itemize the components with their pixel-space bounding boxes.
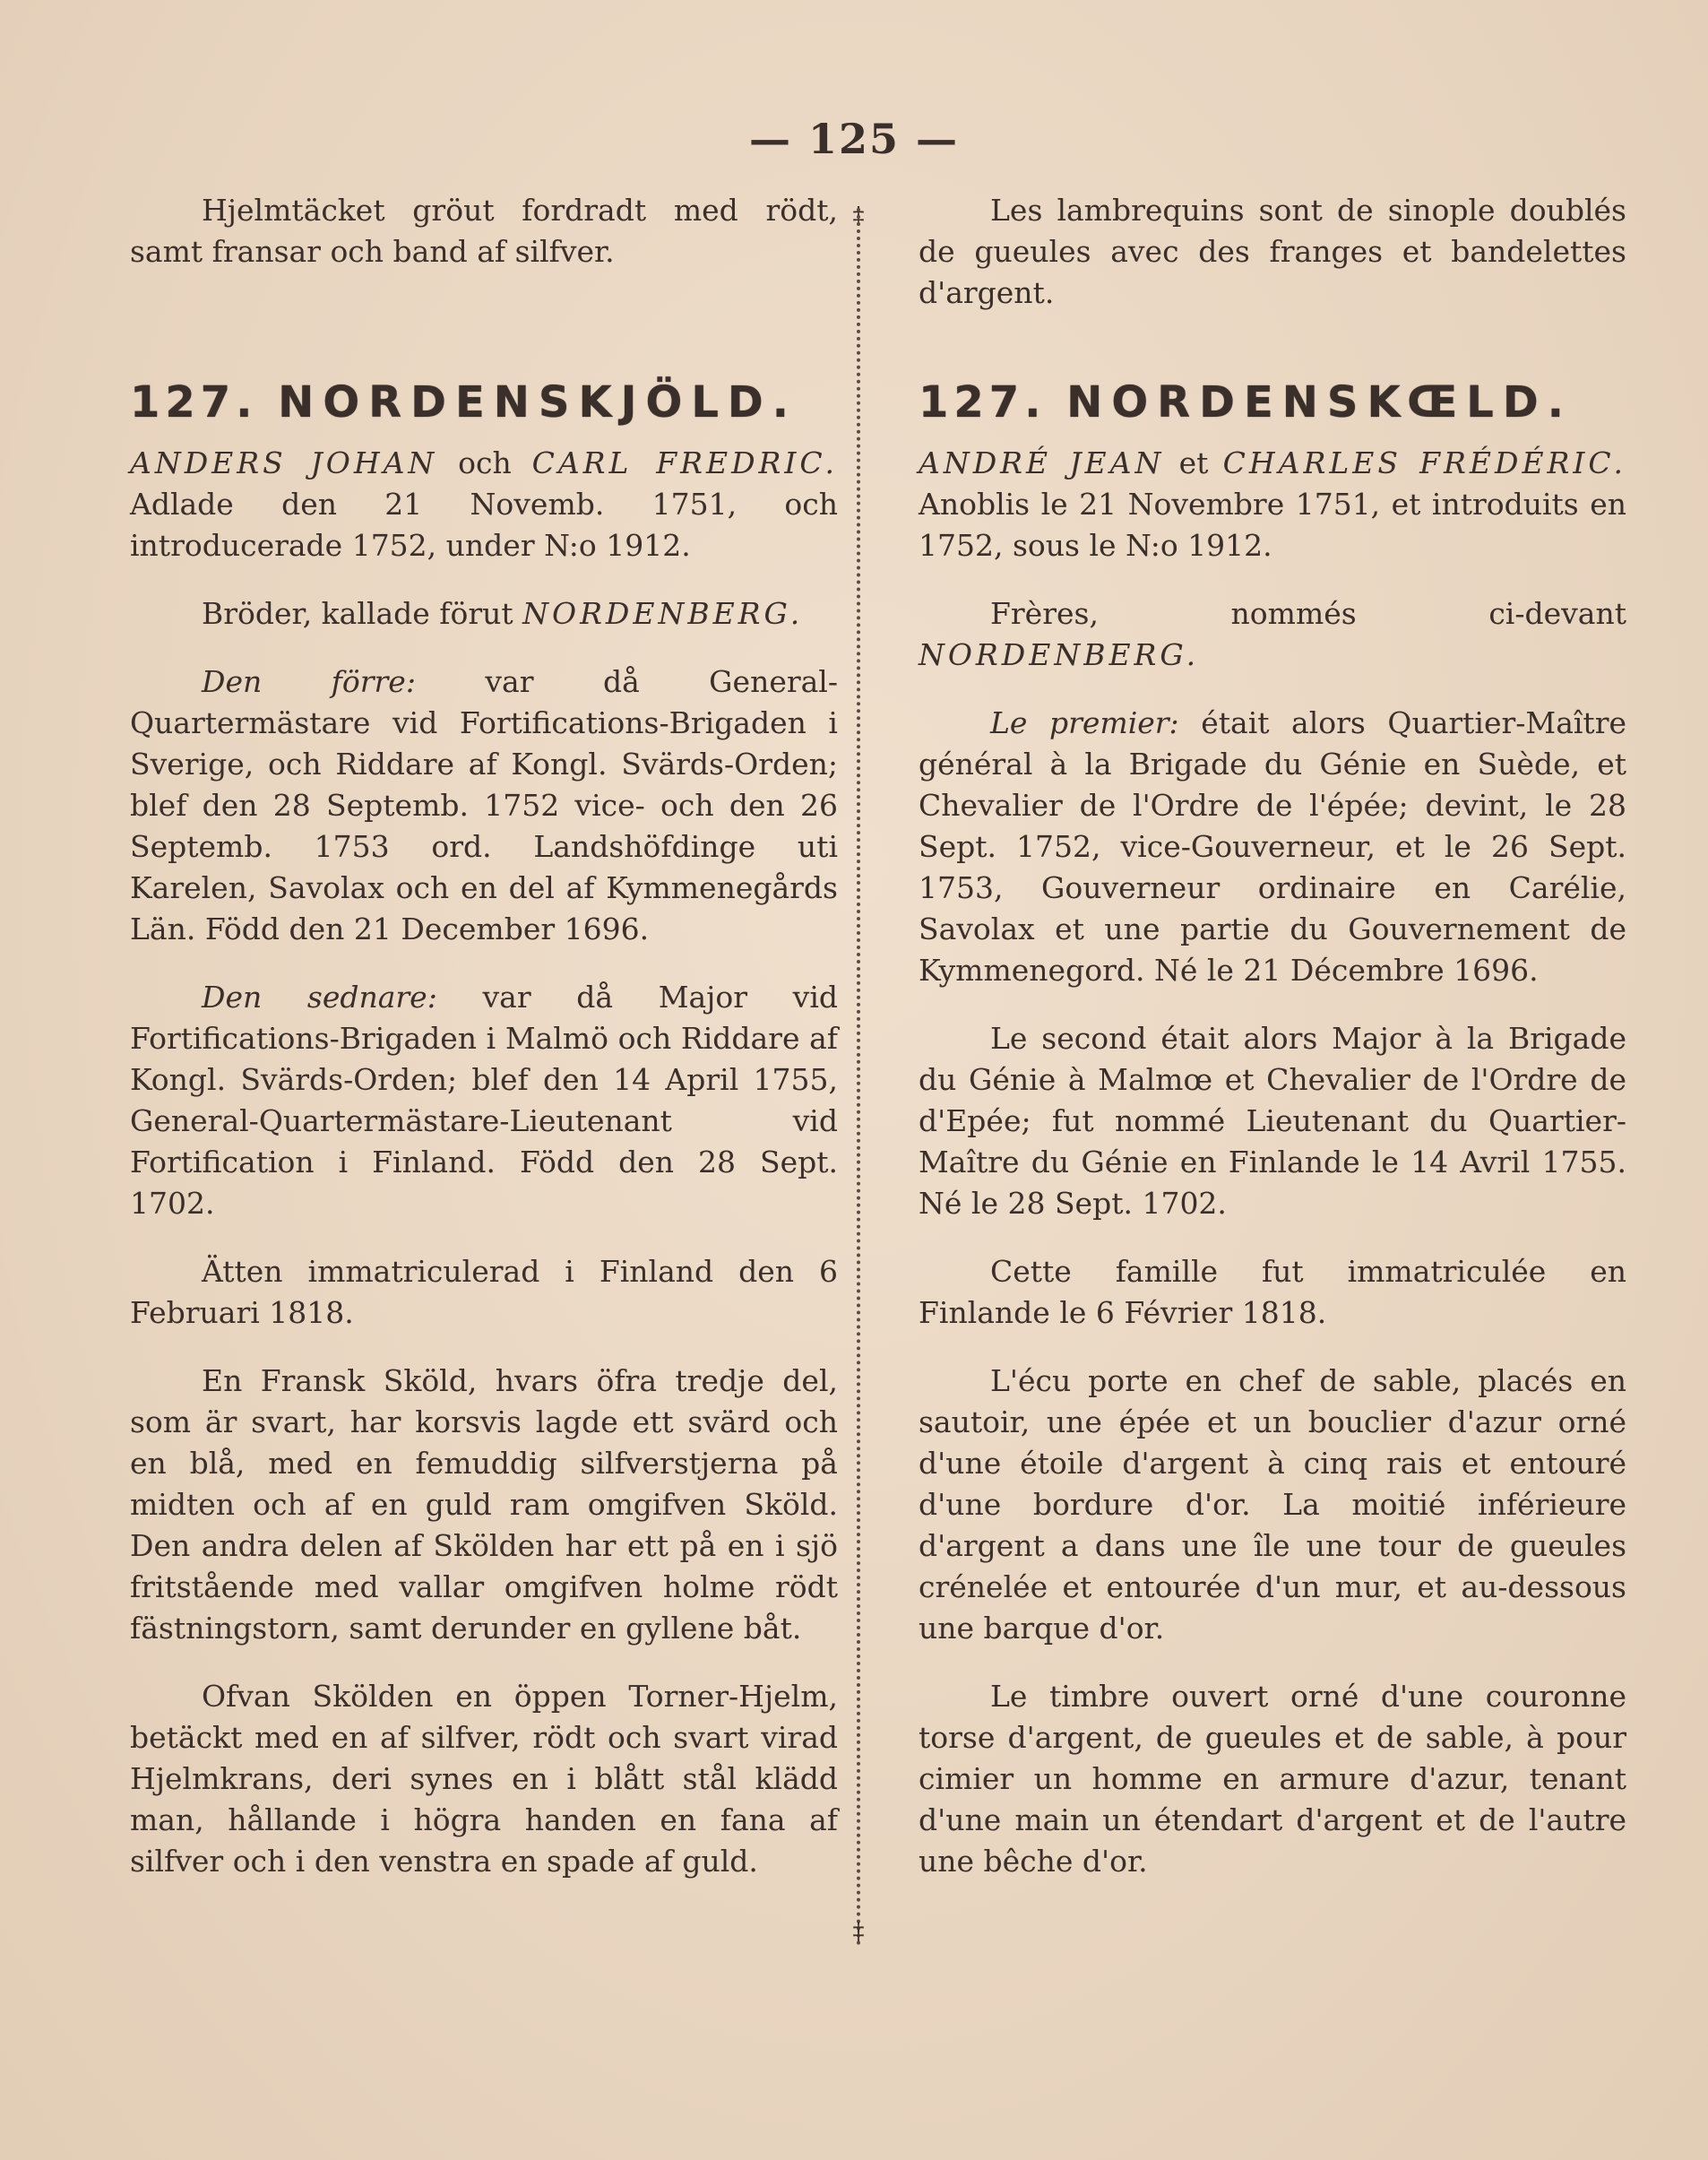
ennoblement-paragraph-fr <box>919 443 1626 566</box>
heading-number: 127. <box>130 377 258 428</box>
second-text: var då Major vid Fortifications-Brigaden i Malmö och Riddare af Kongl. Svärds-Orden; blef den 14 April 1755, General-Quartermästare-Lieutenant vid Fortification i Finland. Född den 28 Sept. 1702. <box>130 980 839 1221</box>
founder-names-2-fr: CHARLES FRÉDÉRIC. <box>1222 445 1626 480</box>
brothers-paragraph-fr <box>919 593 1626 676</box>
page-number: — 125 — <box>748 115 960 163</box>
first-text-fr: était alors Quartier-Maître général à la Brigade du Génie en Suède, et Chevalier de l'Ordre de l'épée; devint, le 28 Sept. 1752, vice-Gouverneur, et le 26 Sept. 1753, Gouverneur ordinaire en Carélie, Savolax et une partie du Gouvernement de Kymmenegord. Né le 21 Décembre 1696. <box>919 705 1626 988</box>
divider-bottom-ornament: ‡ <box>852 1918 865 1945</box>
heading-family-name: NORDENSKJÖLD. <box>278 377 798 428</box>
brothers-text: Bröder, kallade förut <box>202 596 523 631</box>
first-label-fr: Le premier: <box>990 705 1179 740</box>
lambrequins-paragraph: Les lambrequins sont de sinople doublés de gueules avec des franges et bandelettes d'argent. <box>919 193 1626 310</box>
second-label: Den sednare: <box>202 980 437 1015</box>
first-text: var då General-Quartermästare vid Fortifications-Brigaden i Sverige, och Riddare af Kongl. Svärds-Orden; blef den 28 Septemb. 1752 vice- och den 26 Septemb. 1753 ord. Landshöfdinge uti Karelen, Savolax och en del af Kymmenegårds Län. Född den 21 December 1696. <box>130 664 839 946</box>
names-conjunction: och <box>437 445 532 480</box>
ennoblement-text-fr: Anoblis le 21 Novembre 1751, et introduits en 1752, sous le N:o 1912. <box>919 487 1626 563</box>
shield-paragraph: En Fransk Sköld, hvars öfra tredje del, som är svart, har korsvis lagde ett svärd och en blå, med en femuddig silfverstjerna på midten och af en guld ram omgifven Sköld. Den andra delen af Skölden har ett på en i sjö fritstående med vallar omgifven holme rödt fästningstorn, samt derunder en gyllene båt. <box>130 1363 838 1646</box>
ennoblement-paragraph <box>130 443 838 566</box>
brothers-text-fr: Frères, nommés ci-devant <box>990 596 1626 631</box>
helmet-paragraph: Ofvan Skölden en öppen Torner-Hjelm, betäckt med en af silfver, rödt och svart virad Hjelmkrans, deri synes en i blått stål klädd man, hållande i högra handen en fana af silfver och i den venstra en spade af guld. <box>130 1679 838 1879</box>
left-column-swedish <box>130 190 838 1882</box>
second-brother-paragraph-fr: Le second était alors Major à la Brigade du Génie à Malmœ et Chevalier de l'Ordre de d'Epée; fut nommé Lieutenant du Quartier-Maître du Génie en Finlande le 14 Avril 1755. Né le 28 Sept. 1702. <box>919 1021 1626 1221</box>
divider-top-ornament: ‡ <box>852 203 865 229</box>
helmet-paragraph-fr: Le timbre ouvert orné d'une couronne torse d'argent, de gueules et de sable, à pour cimier un homme en armure d'azur, tenant d'une main un étendart d'argent et de l'autre une bêche d'or. <box>919 1679 1626 1879</box>
founder-names-2: CARL FREDRIC. <box>531 445 838 480</box>
former-name: NORDENBERG. <box>522 596 804 631</box>
first-label: Den förre: <box>202 664 416 699</box>
right-column-french <box>919 190 1626 1882</box>
former-name-fr: NORDENBERG. <box>919 637 1200 672</box>
helmet-mantling-paragraph: Hjelmtäcket gröut fordradt med rödt, samt fransar och band af silfver. <box>130 193 838 269</box>
family-heading <box>130 377 838 428</box>
family-heading-fr <box>919 377 1626 428</box>
second-brother-paragraph <box>130 977 838 1224</box>
heading-family-name-fr: NORDENSKŒLD. <box>1066 377 1573 428</box>
first-brother-paragraph <box>130 661 838 950</box>
brothers-paragraph <box>130 593 838 635</box>
shield-paragraph-fr: L'écu porte en chef de sable, placés en sautoir, une épée et un bouclier d'azur orné d'une étoile d'argent à cinq rais et entouré d'une bordure d'or. La moitié inférieure d'argent a dans une île une tour de gueules crénelée et entourée d'un mur, et au-dessous une barque d'or. <box>919 1363 1626 1646</box>
matriculation-paragraph-fr: Cette famille fut immatriculée en Finlande le 6 Février 1818. <box>919 1254 1626 1330</box>
names-conjunction-fr: et <box>1164 445 1223 480</box>
first-brother-paragraph-fr <box>919 703 1626 991</box>
column-divider <box>857 208 860 1947</box>
matriculation-paragraph: Ätten immatriculerad i Finland den 6 Februari 1818. <box>130 1254 838 1330</box>
ennoblement-text: Adlade den 21 Novemb. 1751, och introducerade 1752, under N:o 1912. <box>130 487 838 563</box>
founder-names-1-fr: ANDRÉ JEAN <box>919 445 1165 480</box>
heading-number-fr: 127. <box>919 377 1047 428</box>
founder-names-1: ANDERS JOHAN <box>130 445 438 480</box>
